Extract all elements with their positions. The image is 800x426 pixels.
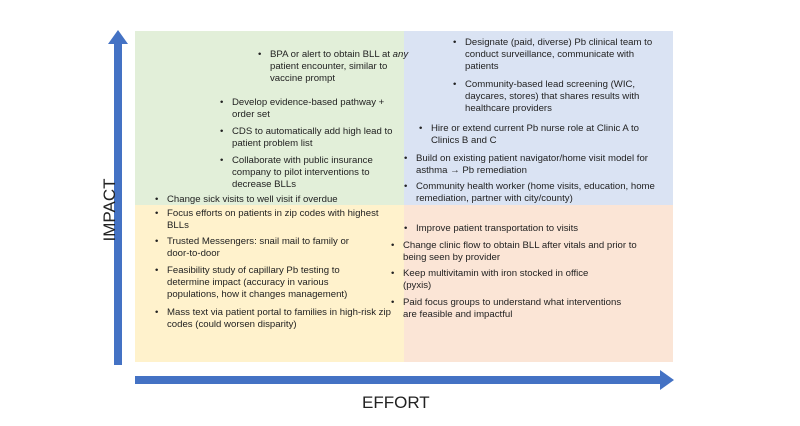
list-item: • Trusted Messengers: snail mail to family or door-to-door bbox=[167, 236, 367, 260]
list-item: • BPA or alert to obtain BLL at any patient encounter, similar to vaccine prompt bbox=[270, 49, 420, 86]
list-item: • CDS to automatically add high lead to patient problem list bbox=[232, 126, 404, 150]
list-item: • Focus efforts on patients in zip codes with highest BLLs bbox=[167, 208, 392, 232]
list-item: • Designate (paid, diverse) Pb clinical team to conduct surveillance, communicate with patients bbox=[465, 37, 657, 74]
list-item: • Hire or extend current Pb nurse role at Clinic A to Clinics B and C bbox=[431, 123, 663, 147]
list-item: • Develop evidence-based pathway + order set bbox=[232, 97, 404, 121]
list-item: • Improve patient transportation to visits bbox=[416, 223, 656, 235]
list-item: • Feasibility study of capillary Pb testing to determine impact (accuracy in various populations, how it changes management) bbox=[167, 265, 377, 302]
list-item: • Keep multivitamin with iron stocked in office (pyxis) bbox=[403, 268, 613, 292]
impact-axis-label: IMPACT bbox=[100, 178, 119, 242]
list-item: • Mass text via patient portal to families in high-risk zip codes (could worsen disparity) bbox=[167, 307, 399, 331]
list-item: • Collaborate with public insurance company to pilot interventions to decrease BLLs bbox=[232, 155, 404, 192]
list-item: • Build on existing patient navigator/home visit model for asthma → Pb remediation bbox=[416, 153, 656, 177]
list-item: • Paid focus groups to understand what interventions are feasible and impactful bbox=[403, 297, 628, 321]
list-item: • Community health worker (home visits, education, home remediation, partner with city/county) bbox=[416, 181, 656, 205]
effort-axis-label: EFFORT bbox=[362, 393, 430, 412]
list-item: • Community-based lead screening (WIC, daycares, stores) that shares results with healthcare providers bbox=[465, 79, 673, 116]
list-item: • Change clinic flow to obtain BLL after vitals and prior to being seen by provider bbox=[403, 240, 643, 264]
effort-axis-arrow bbox=[135, 370, 674, 390]
list-item: • Change sick visits to well visit if overdue bbox=[167, 194, 407, 206]
